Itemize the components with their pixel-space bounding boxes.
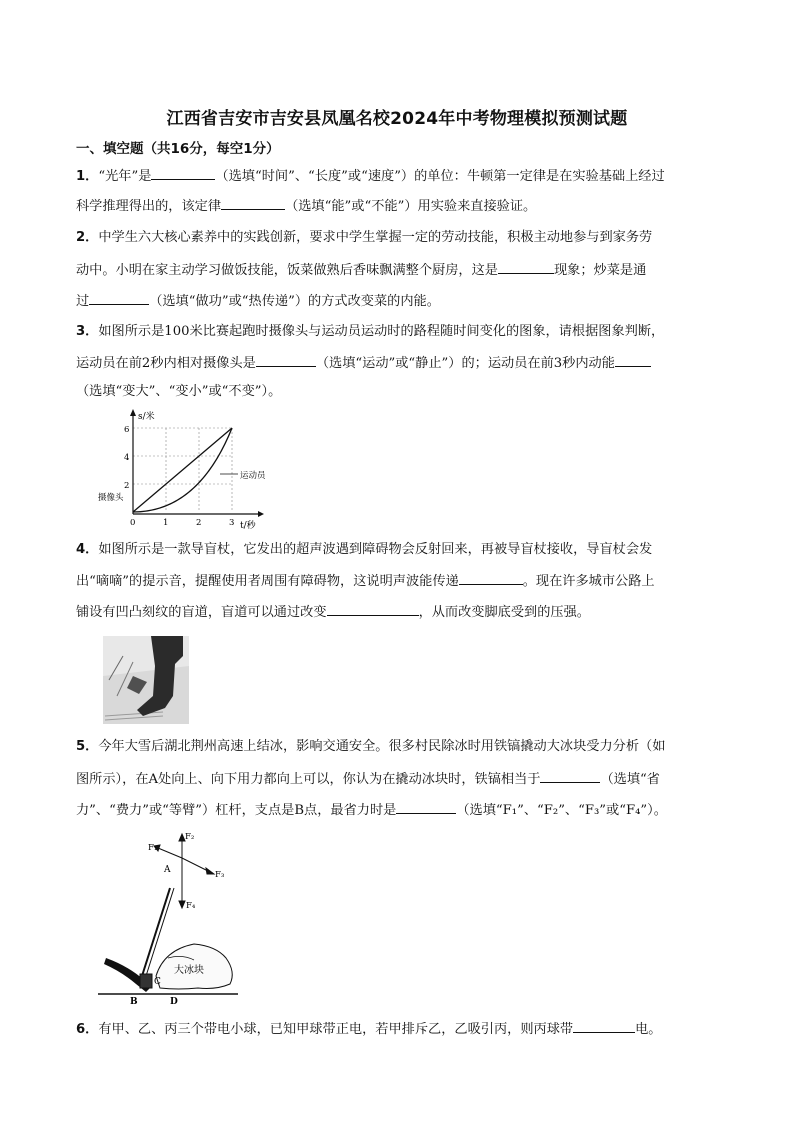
answer-blank[interactable] [540, 768, 600, 783]
x-axis-label: t/秒 [240, 521, 256, 530]
question-4-line-3 [76, 601, 726, 623]
question-text: 铺设有凹凸刻纹的盲道，盲道可以通过改变 [76, 605, 327, 620]
answer-blank[interactable] [573, 1018, 635, 1033]
y-tick: 2 [124, 481, 130, 491]
pickaxe-lever-figure [98, 828, 248, 1006]
question-text: 今年大雪后湖北荆州高速上结冰，影响交通安全。很多村民除冰时用铁镐撬动大冰块受力分析（如 [98, 739, 666, 754]
answer-blank[interactable] [89, 290, 149, 305]
question-text: ，从而改变脚底受到的压强。 [418, 605, 590, 620]
y-axis-label: s/米 [138, 412, 155, 422]
question-text: 中学生六大核心素养中的实践创新，要求中学生掌握一定的劳动技能，积极主动地参与到家务劳 [98, 230, 653, 245]
question-text: （选填“运动”或“静止”）的；运动员在前3秒内动能 [315, 356, 615, 371]
question-text: 出“嘀嘀”的提示音，提醒使用者周围有障碍物，这说明声波能传递 [76, 574, 459, 589]
force-label: F₂ [185, 832, 195, 842]
question-text: 动中。小明在家主动学习做饭技能，饭菜做熟后香味飘满整个厨房，这是 [76, 263, 498, 278]
point-label: C [154, 977, 161, 987]
question-5-line-2 [76, 768, 726, 790]
question-text: （选填“变大”、“变小”或“不变”）。 [76, 384, 282, 399]
point-label: D [170, 997, 178, 1006]
question-text: “光年”是 [98, 169, 152, 184]
blind-cane-photo [103, 636, 189, 724]
question-3-line-3 [76, 382, 726, 402]
question-2-line-3 [76, 290, 726, 312]
question-text: 现象；炒菜是通 [554, 263, 647, 278]
question-5-line-1 [76, 737, 726, 757]
question-text: 图所示），在A处向上、向下用力都向上可以，你认为在撬动冰块时，铁镐相当于 [76, 772, 541, 787]
question-4-line-1 [76, 540, 726, 560]
st-graph-figure [98, 408, 273, 530]
question-text: （选填“做功”或“热传递”）的方式改变菜的内能。 [149, 294, 440, 309]
x-tick: 2 [196, 518, 202, 528]
question-2-line-2 [76, 259, 726, 281]
question-text: 。现在许多城市公路上 [522, 574, 655, 589]
question-4-line-2 [76, 570, 726, 592]
question-text: 运动员在前2秒内相对摄像头是 [76, 356, 256, 371]
x-tick: 1 [163, 518, 169, 528]
force-label: F₄ [186, 901, 196, 911]
question-number: 6． [76, 1022, 99, 1037]
question-text: 有甲、乙、丙三个带电小球，已知甲球带正电，若甲排斥乙，乙吸引丙，则丙球带 [98, 1022, 574, 1037]
answer-blank[interactable] [396, 799, 456, 814]
answer-blank[interactable] [151, 165, 215, 180]
question-number: 2． [76, 230, 99, 245]
y-tick: 6 [124, 425, 130, 435]
section-heading: 一、填空题（共16分，每空1分） [76, 141, 280, 157]
question-1-line-2 [76, 195, 726, 217]
runner-label: 运动员 [240, 471, 266, 481]
question-text: 电。 [635, 1022, 662, 1037]
point-label: B [130, 997, 138, 1006]
question-5-line-3 [76, 799, 726, 821]
question-number: 3． [76, 324, 99, 339]
camera-line [133, 428, 232, 512]
answer-blank[interactable] [327, 601, 419, 616]
question-text: 力”、“费力”或“等臂”）杠杆，支点是B点，最省力时是 [76, 803, 397, 818]
force-label: F₃ [215, 870, 225, 880]
answer-blank[interactable] [498, 259, 554, 274]
question-3-line-2 [76, 352, 726, 374]
y-tick: 4 [124, 453, 130, 463]
answer-blank[interactable] [459, 570, 523, 585]
answer-blank[interactable] [256, 352, 316, 367]
question-number: 1． [76, 169, 99, 184]
answer-blank[interactable] [221, 195, 285, 210]
question-text: 如图所示是一款导盲杖，它发出的超声波遇到障碍物会反射回来，再被导盲杖接收，导盲杖会发 [98, 542, 653, 557]
x-tick: 0 [130, 518, 136, 528]
question-1-line-1 [76, 165, 726, 187]
question-number: 4． [76, 542, 99, 557]
ice-block-label: 大冰块 [174, 965, 204, 976]
question-text: 过 [76, 294, 90, 309]
question-number: 5． [76, 739, 99, 754]
answer-blank[interactable] [615, 352, 651, 367]
question-text: 如图所示是100米比赛起跑时摄像头与运动员运动时的路程随时间变化的图象，请根据图象判断， [98, 324, 665, 339]
question-6-line-1 [76, 1018, 726, 1040]
question-text: （选填“时间”、“长度”或“速度”）的单位：牛顿第一定律是在实验基础上经过 [215, 169, 665, 184]
force-label: F₁ [148, 843, 158, 853]
x-tick: 3 [229, 518, 235, 528]
question-text: （选填“能”或“不能”）用实验来直接验证。 [285, 199, 537, 214]
point-label: A [164, 865, 171, 875]
question-text: 科学推理得出的，该定律 [76, 199, 222, 214]
question-text: （选填“省 [600, 772, 660, 787]
page-title: 江西省吉安市吉安县凤凰名校2024年中考物理模拟预测试题 [166, 109, 628, 129]
question-text: （选填“F₁”、“F₂”、“F₃”或“F₄”）。 [456, 803, 667, 818]
camera-label: 摄像头 [98, 493, 124, 503]
question-3-line-1 [76, 322, 726, 342]
question-2-line-1 [76, 228, 726, 248]
